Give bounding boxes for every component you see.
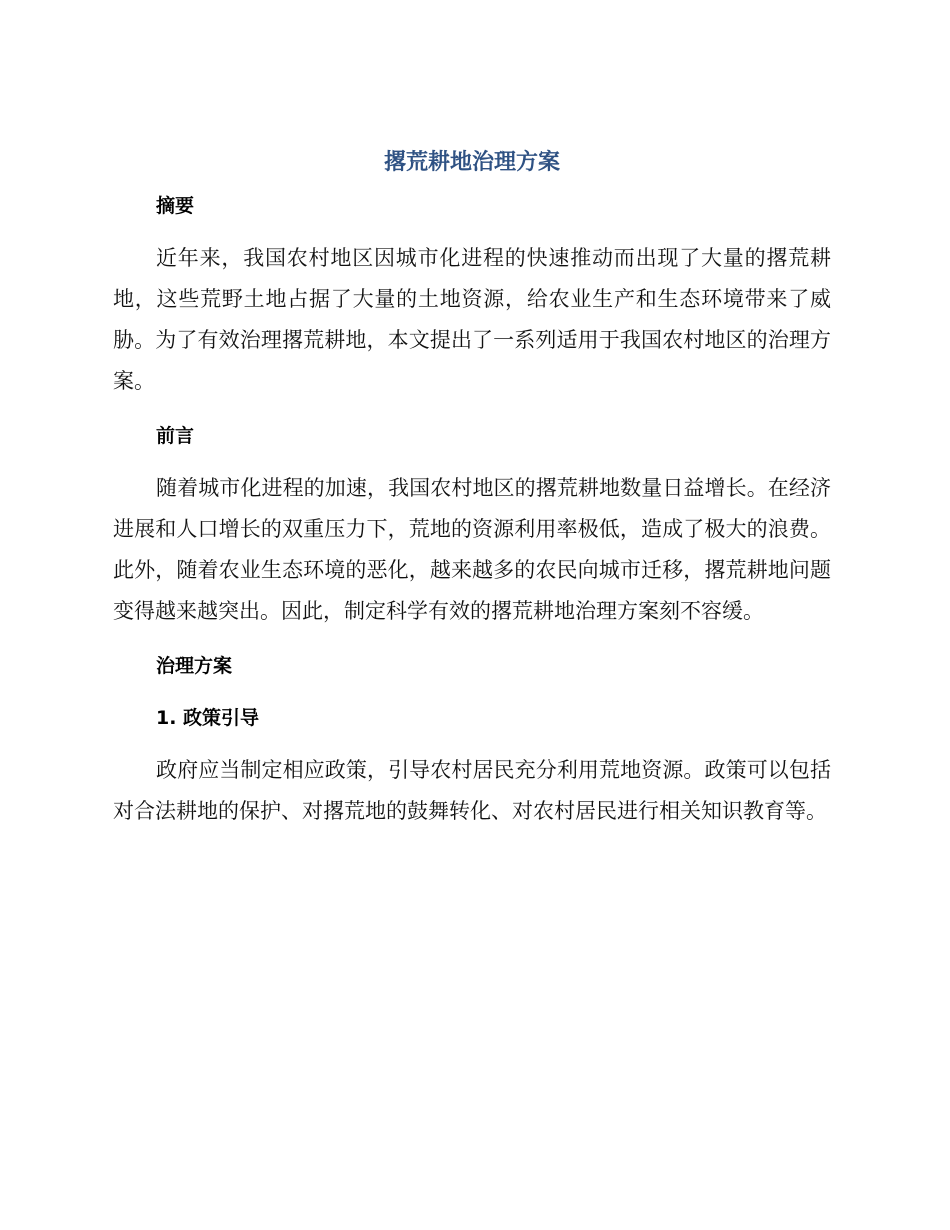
spacer (113, 228, 831, 238)
subheading-policy-guidance: 1. 政策引导 (156, 707, 260, 729)
spacer (113, 740, 831, 750)
paragraph-policy-guidance: 政府应当制定相应政策，引导农村居民充分利用荒地资源。政策可以包括对合法耕地的保护、对撂荒地的鼓舞转化、对农村居民进行相关知识教育等。 (113, 758, 831, 823)
paragraph-abstract: 近年来，我国农村地区因城市化进程的快速推动而出现了大量的撂荒耕地，这些荒野土地占据了大量的土地资源，给农业生产和生态环境带来了威胁。为了有效治理撂荒耕地，本文提出了一系列适用于我国农村地区的治理方案。 (113, 246, 831, 393)
section-heading-abstract: 摘要 (156, 195, 195, 217)
spacer (113, 402, 831, 414)
spacer (113, 458, 831, 468)
paragraph-preface: 随着城市化进程的加速，我国农村地区的撂荒耕地数量日益增长。在经济进展和人口增长的双重压力下，荒地的资源利用率极低，造成了极大的浪费。此外，随着农业生态环境的恶化，越来越多的农民向城市迁移，撂荒耕地问题变得越来越突出。因此，制定科学有效的撂荒耕地治理方案刻不容缓。 (113, 476, 831, 623)
document-title: 撂荒耕地治理方案 (383, 150, 560, 175)
document-body (113, 146, 831, 832)
section-heading-preface: 前言 (156, 425, 195, 447)
spacer (113, 688, 831, 696)
section-heading-plan: 治理方案 (156, 655, 233, 677)
spacer (113, 632, 831, 644)
